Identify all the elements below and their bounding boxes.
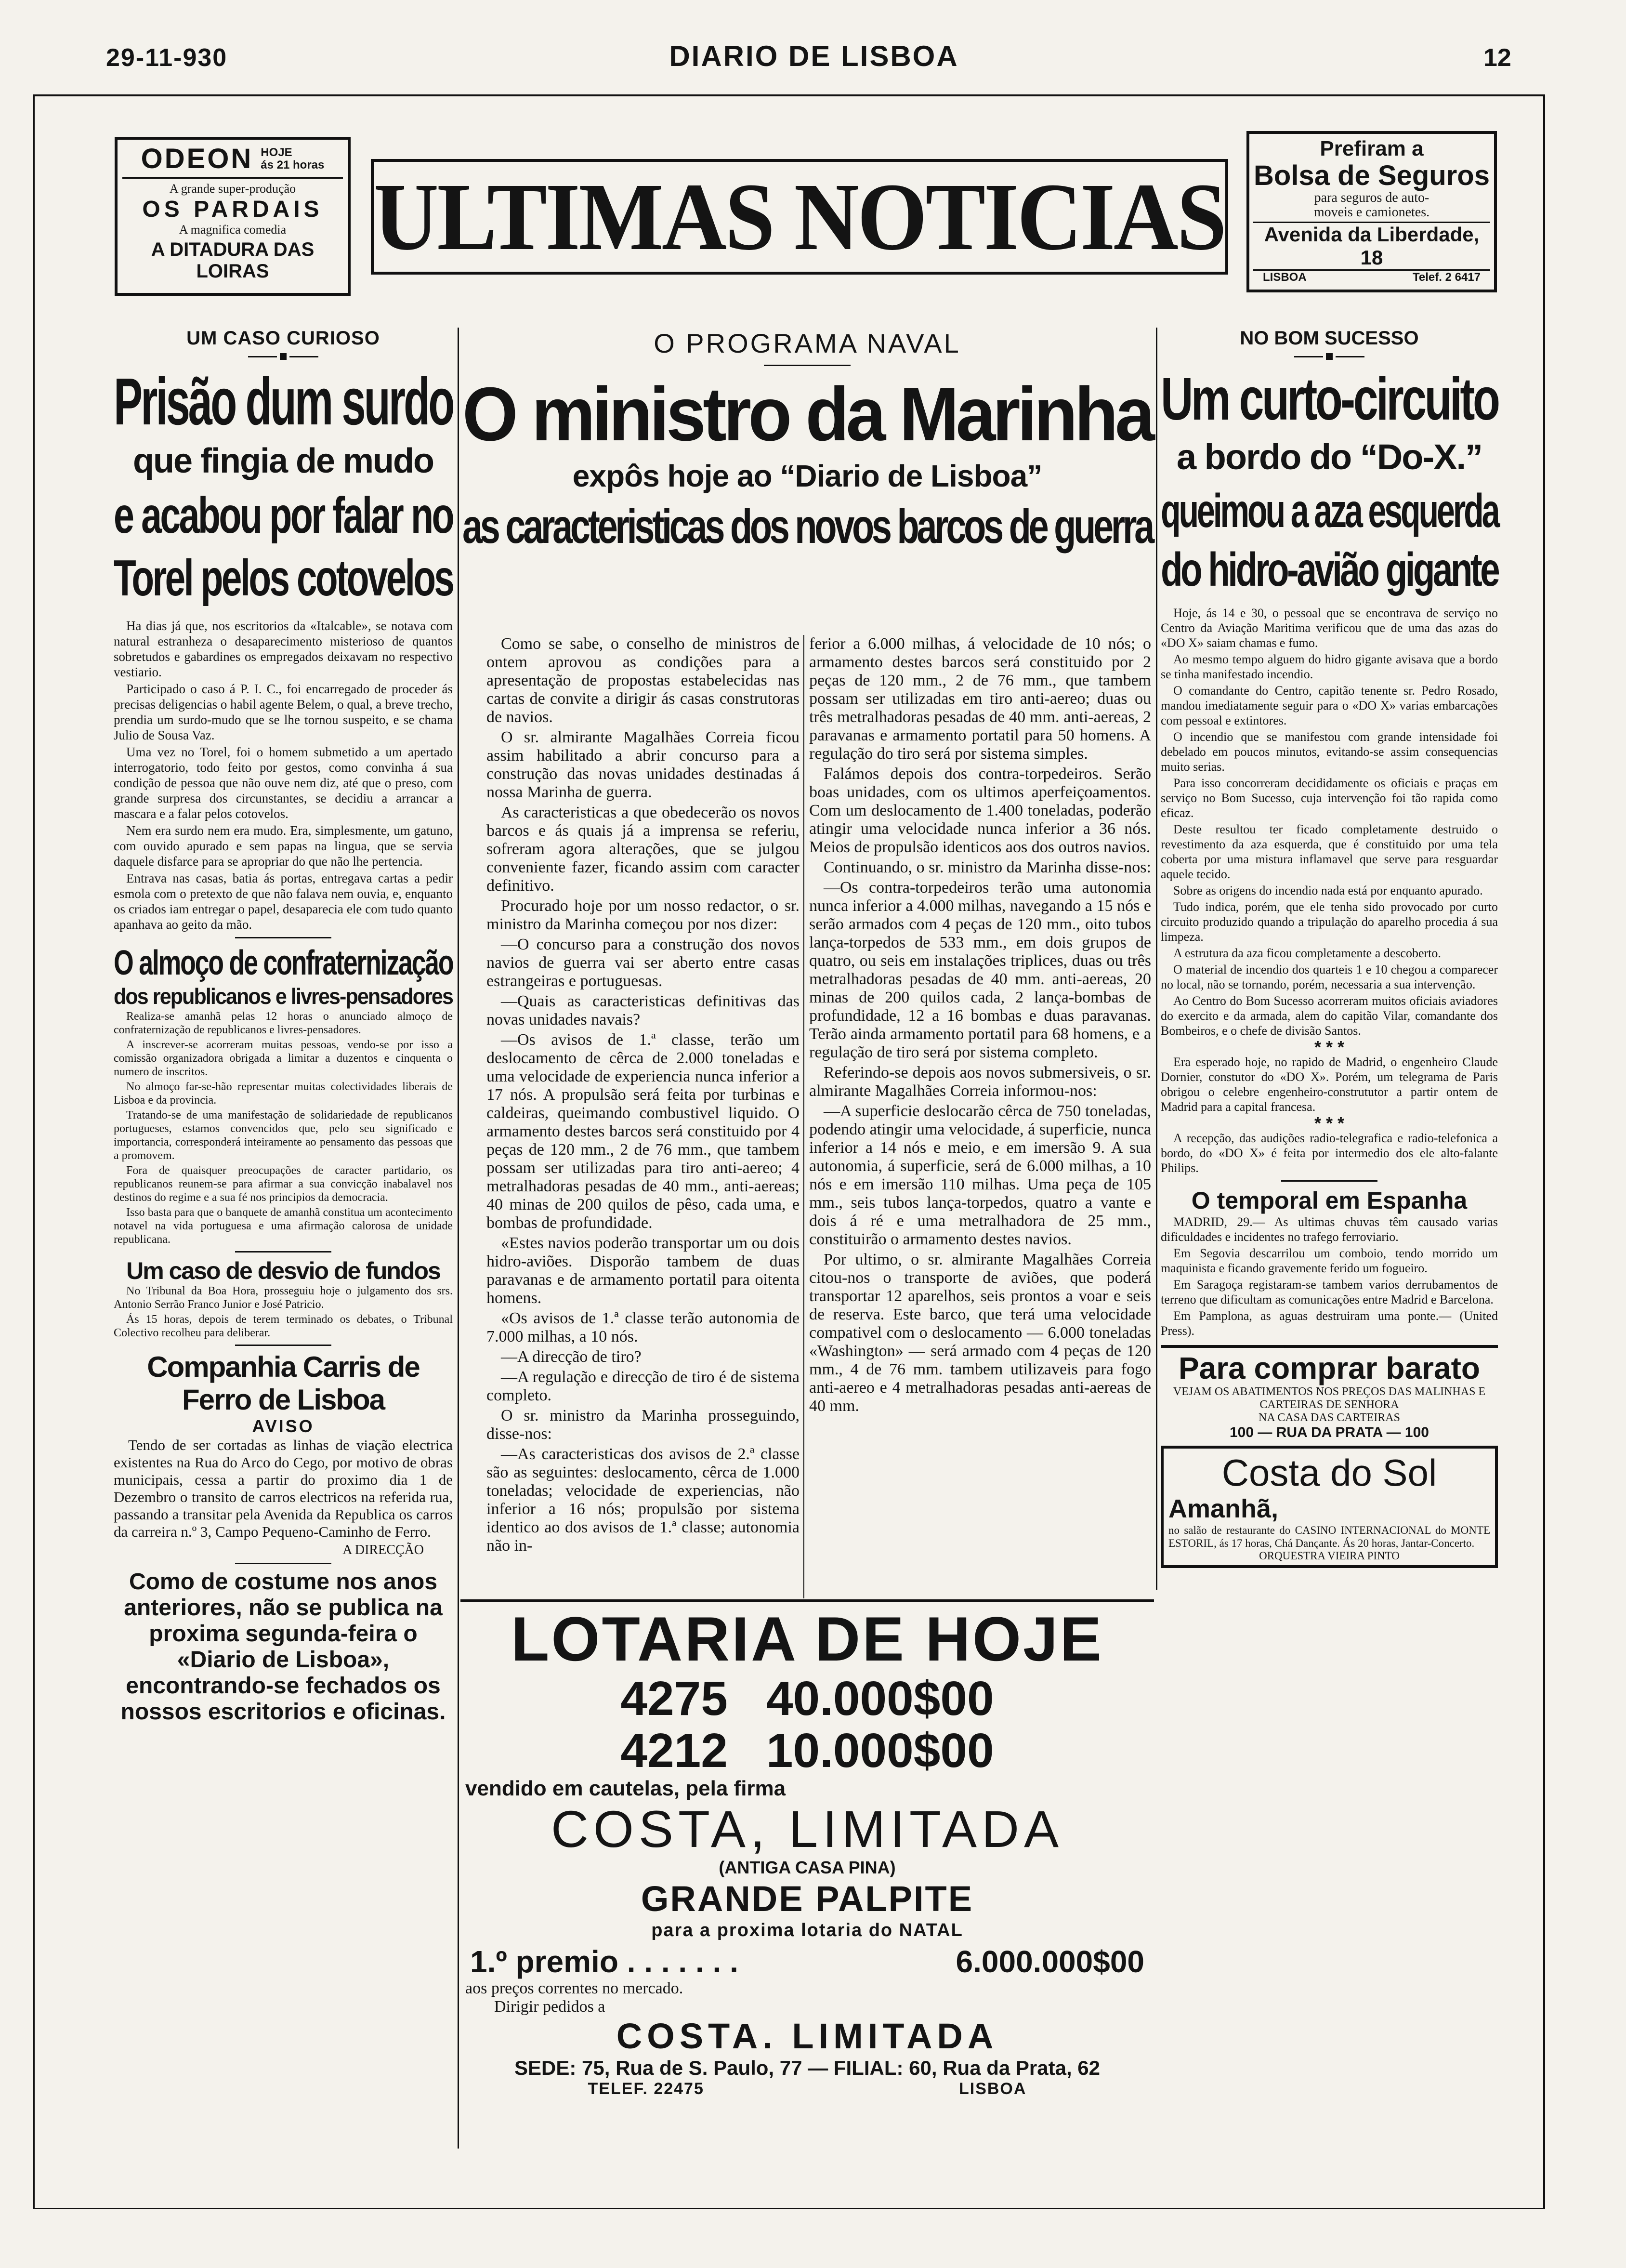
right-headline-3: queimou a aza esquerda <box>1161 484 1498 537</box>
lotaria-title: LOTARIA DE HOJE <box>511 1604 1104 1674</box>
right-headline-4: do hidro-avião gigante <box>1161 543 1498 596</box>
paragraph: O incendio que se manifestou com grande intensidade foi debelado em poucos minutos, evitando-se assim consequencias muito serias. <box>1161 730 1498 774</box>
right-column <box>1161 328 1498 2158</box>
paragraph: Em Pamplona, as aguas destruiram uma ponte.— (United Press). <box>1161 1309 1498 1338</box>
paragraph: —A direcção de tiro? <box>501 1348 642 1366</box>
paragraph: Referindo-se depois aos novos submersiveis, o sr. almirante Magalhães Correia informou-nos: <box>809 1064 1151 1100</box>
right-story-body <box>1161 606 1498 1175</box>
paragraph: Entrava nas casas, batia ás portas, entregava cartas a pedir esmola com o pretexto de que não falava nem ouvia, e, enquanto os criados iam entregar o papel, desaparecia ele com tudo quanto apanhava ao geito da mão. <box>114 871 453 932</box>
column-rule <box>803 635 804 1598</box>
paragraph: Participado o caso á P. I. C., foi encarregado de proceder ás precisas deligencias o habil agente Belem, o qual, a breve trecho, prendia um surdo-mudo que se lhe tornou suspeito, e se chama Julio de Sousa Vaz. <box>114 682 453 742</box>
paragraph: Tudo indica, porém, que ele tenha sido provocado por curto circuito produzido quando a tripulação do aparelho procedia á sua limpeza. <box>1161 900 1498 944</box>
costa-sol-text: no salão de restaurante do CASINO INTERNACIONAL do MONTE ESTORIL, ás 17 horas, Chá Dançante. Ás 20 horas, Jantar-Concerto. <box>1168 1524 1490 1549</box>
divider <box>235 1563 331 1564</box>
paragraph: O sr. ministro da Marinha prosseguindo, disse-nos: <box>486 1407 800 1443</box>
right-kicker: NO BOM SUCESSO <box>1240 328 1419 349</box>
lotaria-row <box>460 1673 1154 1725</box>
right-headline-2: a bordo do “Do-X.” <box>1176 437 1482 477</box>
left-headline-3: e acabou por falar no <box>114 487 453 544</box>
paragraph: O material de incendio dos quarteis 1 e 10 chegou a comparecer no local, não se tornando, porém, necessaria a sua intervenção. <box>1161 963 1498 991</box>
lotaria-firm-2: COSTA. LIMITADA <box>616 2016 998 2056</box>
paragraph: —Quais as caracteristicas definitivas das novas unidades navais? <box>486 992 800 1029</box>
carris-body <box>114 1437 453 1541</box>
lotaria-number: 4275 <box>620 1672 728 1726</box>
divider <box>1281 1180 1377 1182</box>
paragraph: Hoje, ás 14 e 30, o pessoal que se encontrava de serviço no Centro da Aviação Maritima verificou que de uma das azas do «DO X» saiam chamas e fumo. <box>1161 606 1498 650</box>
bolsa-line1: Prefiram a <box>1320 137 1424 160</box>
kicker-ornament <box>462 361 1152 369</box>
carris-sub: AVISO <box>252 1416 315 1436</box>
paragraph: «Os avisos de 1.ª classe terão autonomia de 7.000 milhas, a 10 nós. <box>486 1309 800 1345</box>
premio-label: 1.º premio . . . . . . . <box>470 1944 738 1979</box>
lotaria-row <box>460 1725 1154 1777</box>
center-column <box>462 328 1152 556</box>
center-headline-1: O ministro da Marinha <box>462 372 1152 457</box>
paragraph: Falámos depois dos contra-torpedeiros. Serão boas unidades, com os ultimos aperfeiçoamentos. Com um deslocamento de 1.400 toneladas, poderão atingir uma velocidade nunca inferior a 36 nós. Meios de propulsão identicos aos dos outros navios. <box>809 765 1151 856</box>
bolsa-phone: Telef. 2 6417 <box>1413 271 1481 284</box>
divider <box>235 937 331 938</box>
carris-headline: Companhia Carris de Ferro de Lisboa <box>147 1351 420 1416</box>
banner-title: ULTIMAS NOTICIAS <box>374 164 1225 270</box>
paragraph: As caracteristicas a que obedecerão os novos barcos e ás quais já a imprensa se referiu, sofreram agora alterações, que se julgou conveniente fazer, ficando assim com caracter definitivo. <box>486 804 800 895</box>
temporal-headline: O temporal em Espanha <box>1191 1187 1468 1214</box>
column-rule <box>458 328 459 2149</box>
bolsa-ad <box>1246 131 1497 292</box>
paragraph: Em Saragoça registaram-se tambem varios derrubamentos de terreno que dificultam as comunicações entre Madrid e Barcelona. <box>1161 1278 1498 1306</box>
paragraph: Tendo de ser cortadas as linhas de viação electrica existentes na Rua do Arco do Cego, por motivo de obras municipais, cessa a partir do proximo dia 1 de Dezembro o transito de carros electricos na referida rua, passando a transitar pela Avenida da Republica os carros da carreira n.º 3, Campo Pequeno-Caminho de Ferro. <box>114 1437 453 1540</box>
paragraph: Sobre as origens do incendio nada está por enquanto apurado. <box>1173 883 1483 897</box>
paragraph: Em Segovia descarrilou um comboio, tendo morrido um maquinista e ficando gravemente ferido um fogueiro. <box>1161 1246 1498 1275</box>
paragraph: Isso basta para que o banquete de amanhã constitua um acontecimento notavel na vida portuguesa e uma afirmação calorosa de unidade republicana. <box>114 1206 453 1246</box>
paragraph: Uma vez no Torel, foi o homem submetido a um apertado interrogatorio, todo feito por gestos, como convinha á sua condição de pessoa que não ouve nem diz, até que o preso, com grande surpresa dos circunstantes, se decidiu a arrancar a mascara e a falar pelos cotovelos. <box>114 745 453 821</box>
odeon-film2: A DITADURA DAS LOIRAS <box>151 239 315 282</box>
lotaria-sold: vendido em cautelas, pela firma <box>465 1777 786 1800</box>
kicker-ornament <box>1161 352 1498 361</box>
paragraph: O comandante do Centro, capitão tenente sr. Pedro Rosado, mandou imediatamente seguir para o «DO X» varias embarcações com pessoal e extintores. <box>1161 684 1498 727</box>
odeon-ad <box>115 137 351 296</box>
bolsa-city: LISBOA <box>1263 271 1307 284</box>
paragraph: ferior a 6.000 milhas, á velocidade de 10 nós; o armamento destes barcos será constituido por 2 peças de 120 mm., 2 de 76 mm., que tambem possam ser utilizadas em tiro anti-aereo; duas ou três metralhadoras pesadas de 40 mm. anti-aereas, 2 paravanas e armamento portatil para 50 homens. A regulação do tiro será por sistema simples. <box>809 635 1151 763</box>
paragraph: Nem era surdo nem era mudo. Era, simplesmente, um gatuno, com ouvido apurado e sem papas na lingua, que se servia daquele disfarce para se apropriar do que não lhe pertencia. <box>114 823 453 869</box>
paragraph: Procurado hoje por um nosso redactor, o sr. ministro da Marinha começou por nos dizer: <box>486 897 800 933</box>
paragraph: Deste resultou ter ficado completamente destruido o revestimento da aza esquerda, que é constituido por uma tela coberta por uma mistura inflamavel que serve para resguardar aquele tecido. <box>1161 822 1498 881</box>
paragraph: Ao mesmo tempo alguem do hidro gigante avisava que a bordo se tinha manifestado incendio. <box>1161 652 1498 681</box>
bolsa-line2: Bolsa de Seguros <box>1254 160 1490 191</box>
almoco-headline-1: O almoço de confraternização <box>114 944 453 982</box>
masthead <box>0 0 1626 96</box>
odeon-line2: A magnifica comedia <box>179 223 287 237</box>
paragraph: No Tribunal da Boa Hora, prosseguiu hoje o julgamento dos srs. Antonio Serrão Franco Junior e José Patricio. <box>114 1285 453 1311</box>
comprar-headline: Para comprar barato <box>1178 1351 1481 1385</box>
paragraph: —As caracteristicas dos avisos de 2.ª classe são as seguintes: deslocamento, cêrca de 1.000 toneladas; velocidade de experiencias, não inferior a 16 nós; propulsão por sistema identico ao dos avisos de 1.ª classe; autonomia não in- <box>486 1445 800 1555</box>
lotaria-precos: aos preços correntes no mercado. <box>465 1979 683 1997</box>
costa-sol-amanha: Amanhã, <box>1168 1494 1279 1523</box>
lotaria-firm: COSTA, LIMITADA <box>551 1800 1064 1858</box>
comprar-ad <box>1161 1345 1498 1441</box>
almoco-body <box>114 1010 453 1246</box>
center-kicker: O PROGRAMA NAVAL <box>654 328 961 358</box>
stars-separator: * * * <box>1314 1113 1345 1133</box>
lotaria-palpite-sub: para a proxima lotaria do NATAL <box>651 1920 963 1940</box>
no-issue-notice: Como de costume nos anos anteriores, não se publica na proxima segunda-feira o «Diario de Lisboa», encontrando-se fechados os nossos escritorios e oficinas. <box>120 1569 446 1725</box>
paragraph: Fora de quaisquer preocupações de caracter partidario, os republicanos reunem-se para afirmar a sua convicção inabalavel nos destinos do regime e a sua fé nos principios da democracia. <box>114 1164 453 1204</box>
lotaria-ad <box>460 1599 1154 2149</box>
temporal-body <box>1161 1214 1498 1338</box>
section-banner <box>371 159 1228 275</box>
left-story-body <box>114 618 453 932</box>
paragraph: A estrutura da aza ficou completamente a descoberto. <box>1173 946 1441 960</box>
costa-sol-title: Costa do Sol <box>1221 1451 1437 1494</box>
divider <box>235 1345 331 1346</box>
bolsa-address: Avenida da Liberdade, 18 <box>1253 222 1490 271</box>
paragraph: A recepção, das audições radio-telegrafica e radio-telefonica a bordo, do «DO X» é feita por intermedio dos ele alto-falante Philips. <box>1161 1131 1498 1175</box>
costa-sol-ad <box>1161 1446 1498 1568</box>
desvio-body <box>114 1284 453 1340</box>
paragraph: —Os contra-torpedeiros terão uma autonomia nunca inferior a 4.000 milhas, navegando a 15 nós e serão armados com 4 peças de 120 mm., oito tubos lança-torpedos de 533 mm., em dois grupos de quatro, ou seis em instalações triplices, duas ou três metralhadoras pesadas de 40 mm. anti-aereas, 20 minas de 200 quilos cada, 2 lança-bombas de profundidade, 12 a 16 bombas e duas paravanas. Terão ainda armamento portatil para 68 homens, e a regulação de tiro será por sistema completo. <box>809 879 1151 1061</box>
lotaria-sede: SEDE: 75, Rua de S. Paulo, 77 — FILIAL: 60, Rua da Prata, 62 <box>514 2057 1101 2079</box>
paragraph: A inscrever-se acorreram muitas pessoas, vendo-se por isso a comissão organizadora obrigada a limitar a duzentos e cinquenta o numero de inscritos. <box>114 1039 453 1078</box>
paragraph: —A regulação e direcção de tiro é de sistema completo. <box>486 1368 800 1404</box>
left-headline-1: Prisão dum surdo <box>114 365 453 439</box>
comprar-line1: VEJAM OS ABATIMENTOS NOS PREÇOS DAS MALINHAS E CARTEIRAS DE SENHORA <box>1173 1385 1486 1411</box>
paragraph: Ha dias já que, nos escritorios da «Italcable», se notava com natural estranheza o desaparecimento misterioso de quantos sobretudos e gabardines os empregados deixavam no respectivo vestiario. <box>114 619 453 679</box>
paragraph: —Os avisos de 1.ª classe, terão um deslocamento de cêrca de 2.000 toneladas e uma velocidade de experiencia nunca inferior a 17 nós. A propulsão será feita por turbinas e caldeiras, queimando combustivel liquido. O armamento destes barcos será constituido por 4 peças de 120 mm., 2 de 76 mm., que tambem possam ser utilizadas para tiro anti-aereo; 4 metralhadoras pesadas de 40 mm., anti-aereas; 40 minas de 200 quilos de pêso, cada uma, e bombas de profundidade. <box>486 1031 800 1232</box>
paragraph: Tratando-se de uma manifestação de solidariedade de republicanos portugueses, estamos convencidos que, pelo seu significado e importancia, corresponderá inteiramente ao pensamento das pessoas que a promovem. <box>114 1109 453 1162</box>
paragraph: —A superficie deslocarão cêrca de 750 toneladas, podendo atingir uma velocidade, á superficie, nunca inferior a 14 nós e meio, e em imersão 9. A sua autonomia, á superficie, será de 6.000 milhas, a 10 nós e em imersão 110 milhas. Uma peça de 105 mm., seis tubos lança-torpedos, quatro a vante e dois á ré e uma metralhadora de 25 mm., constituirão o armamento destes navios. <box>809 1102 1151 1248</box>
paragraph: Para isso concorreram decididamente os oficiais e praças em serviço no Bom Sucesso, cuja intervenção foi tão rapida como eficaz. <box>1161 776 1498 820</box>
lotaria-firm-sub: (ANTIGA CASA PINA) <box>719 1858 896 1877</box>
premio-value: 6.000.000$00 <box>956 1944 1144 1979</box>
paragraph: Realiza-se amanhã pelas 12 horas o anunciado almoço de confraternização de republicanos e livres-pensadores. <box>114 1010 453 1036</box>
left-column <box>114 328 453 2149</box>
premio-row <box>460 1944 1154 1979</box>
kicker-ornament <box>114 352 453 361</box>
lotaria-telef: TELEF. 22475 <box>588 2080 704 2098</box>
lotaria-prize: 10.000$00 <box>766 1724 994 1778</box>
center-headline-3: as caracteristicas dos novos barcos de guerra <box>462 500 1152 554</box>
left-headline-2: que fingia de mudo <box>133 442 433 480</box>
odeon-when: HOJE ás 21 horas <box>261 145 325 171</box>
carris-sign: A DIRECÇÃO <box>342 1543 424 1557</box>
lotaria-cidade: LISBOA <box>958 2080 1027 2098</box>
odeon-film1: OS PARDAIS <box>142 197 323 222</box>
left-headline-4: Torel pelos cotovelos <box>114 550 453 607</box>
comprar-line2: NA CASA DAS CARTEIRAS <box>1259 1411 1400 1424</box>
stars-separator: * * * <box>1314 1037 1345 1057</box>
paragraph: —O concurso para a construção dos novos navios de guerra vai ser aberto entre casas estrangeiras e portuguesas. <box>486 936 800 990</box>
lotaria-number: 4212 <box>620 1724 728 1778</box>
center-story-col1 <box>486 635 800 1598</box>
newspaper-name: DIARIO DE LISBOA <box>669 40 959 72</box>
paragraph: Era esperado hoje, no rapido de Madrid, o engenheiro Claude Dornier, constutor do «DO X». Porém, um telegrama de Paris obrigou o celebre engenheiro-constrututor a partir ontem de Madrid para a capital francesa. <box>1161 1055 1498 1114</box>
issue-date: 29-11-930 <box>106 44 228 72</box>
lotaria-prize: 40.000$00 <box>766 1672 994 1726</box>
right-headline-1: Um curto-circuito <box>1161 366 1498 433</box>
left-kicker: UM CASO CURIOSO <box>186 328 380 349</box>
bolsa-line3: para seguros de auto- moveis e camionetes. <box>1313 190 1430 220</box>
lotaria-contacts <box>460 2080 1154 2098</box>
paragraph: Ás 15 horas, depois de terem terminado os debates, o Tribunal Colectivo recolheu para deliberar. <box>114 1313 453 1339</box>
odeon-line1: A grande super-produção <box>169 182 296 196</box>
center-headline-2: expôs hoje ao “Diario de Lisboa” <box>572 459 1042 493</box>
lotaria-dirigir: Dirigir pedidos a <box>494 1998 605 2016</box>
comprar-address: 100 — RUA DA PRATA — 100 <box>1230 1424 1429 1440</box>
paragraph: No almoço far-se-hão representar muitas colectividades liberais de Lisboa e da provincia. <box>114 1081 453 1107</box>
paragraph: «Estes navios poderão transportar um ou dois hidro-aviões. Disporão tambem de duas paravanas e de armamento portatil para oitenta homens. <box>486 1234 800 1307</box>
paragraph: Ao Centro do Bom Sucesso acorreram muitos oficiais aviadores do exercito e da armada, alem do capitão Vilar, comandante dos Bombeiros, e o chefe de divisão Santos. <box>1161 994 1498 1038</box>
costa-sol-orchestra: ORQUESTRA VIEIRA PINTO <box>1259 1550 1400 1562</box>
odeon-name: ODEON <box>141 143 253 174</box>
paragraph: Por ultimo, o sr. almirante Magalhães Correia citou-nos o transporte de aviões, que poderá transportar 12 aparelhos, seis prontos a voar e seis de reserva. Este barco, que terá uma velocidade compativel com o deslocamento — 6.000 toneladas «Washington» — será armado com 4 peças de 120 mm., 4 de 76 mm. tambem utilizaveis para fogo anti-aereo e 4 metralhadoras pesadas anti-aereas de 40 mm. <box>809 1251 1151 1415</box>
paragraph: O sr. almirante Magalhães Correia ficou assim habilitado a abrir concurso para a construção das novas unidades destinadas á nossa Marinha de guerra. <box>486 728 800 801</box>
center-story-col2 <box>809 635 1151 1598</box>
paragraph: Como se sabe, o conselho de ministros de ontem aprovou as condições para a apresentação de propostas estabelecidas nas cartas de convite a dirigir ás casas construtoras de navios. <box>486 635 800 726</box>
divider <box>235 1251 331 1253</box>
paragraph: Continuando, o sr. ministro da Marinha disse-nos: <box>824 858 1151 876</box>
desvio-headline: Um caso de desvio de fundos <box>126 1257 440 1284</box>
column-rule <box>1156 328 1157 1590</box>
page-number: 12 <box>1483 44 1511 72</box>
paragraph: MADRID, 29.— As ultimas chuvas têm causado varias dificuldades e incidentes no trafego ferroviario. <box>1161 1215 1498 1244</box>
almoco-headline-2: dos republicanos e livres-pensadores <box>114 984 453 1009</box>
lotaria-palpite: GRANDE PALPITE <box>641 1879 974 1919</box>
